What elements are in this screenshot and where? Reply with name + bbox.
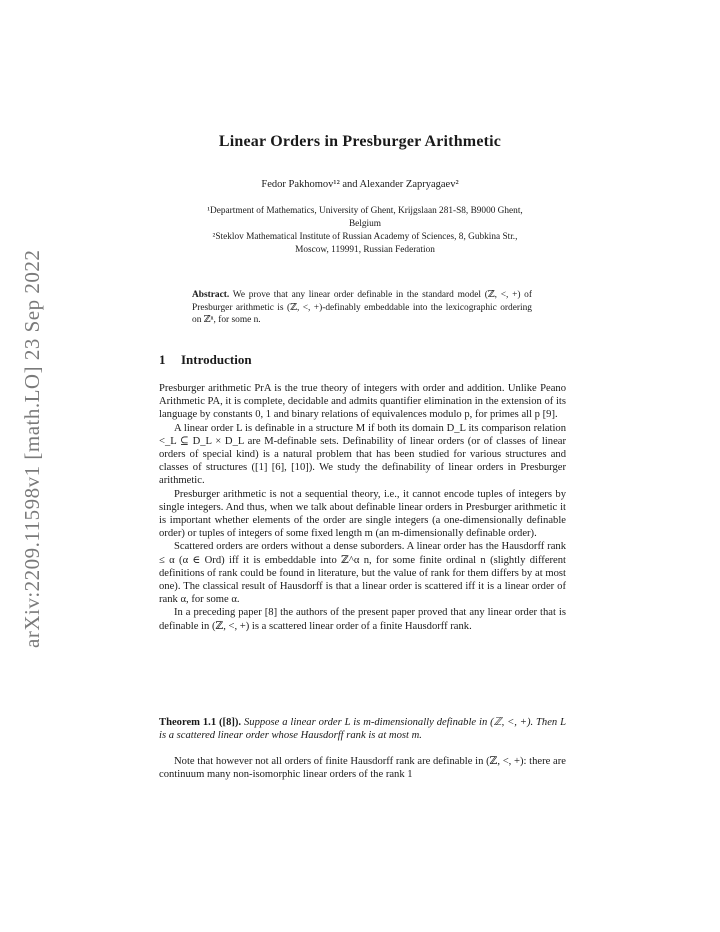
theorem-label: Theorem 1.1 ([8]).	[159, 717, 242, 728]
paragraph: Note that however not all orders of finite Hausdorff rank are definable in (ℤ, <, +): there are continuum many non-isomorphic linear orders of the rank 1	[159, 756, 566, 781]
paragraph: Presburger arithmetic PrA is the true theory of integers with order and addition. Unlike Peano Arithmetic PA, it is complete, decidable and admits quantifier elimination in the extension of its language by constants 0, 1 and binary relations of equivalences modulo p, for primes all p [9].	[159, 383, 566, 421]
section-number: 1	[159, 352, 166, 367]
paper-title: Linear Orders in Presburger Arithmetic	[218, 133, 502, 150]
affiliation-line-4: Moscow, 119991, Russian Federation	[295, 245, 435, 255]
arxiv-side-stamp: arXiv:2209.11598v1 [math.LO] 23 Sep 2022	[20, 249, 44, 648]
abstract-label: Abstract.	[192, 290, 230, 300]
affiliation-line-3: ²Steklov Mathematical Institute of Russian Academy of Sciences, 8, Gubkina Str.,	[212, 232, 518, 242]
theorem-text: Suppose a linear order L is m-dimensionally definable in (ℤ, <, +). Then L is a scattered linear order whose Hausdorff rank is at most m.	[159, 717, 567, 742]
paragraph: A linear order L is definable in a structure M if both its domain D_L its comparison relation <_L ⊆ D_L × D_L are M-definable sets. Definability of linear orders (or of classes of linear orders of special kind) is a natural problem that has been studied for various structures and classes of structures ([1] [6], [10]). We study the definability of linear orders in Presburger arithmetic.	[159, 422, 566, 487]
paragraph: Presburger arithmetic is not a sequential theory, i.e., it cannot encode tuples of integers by single integers. And thus, when we talk about definable linear orders in Presburger arithmetic it is important whether elements of the order are single integers (a one-dimensionally definable order) or tuples of integers of some fixed length m (an m-dimensionally definable order).	[159, 488, 566, 540]
section-heading	[159, 352, 252, 368]
paper-authors: Fedor Pakhomov¹² and Alexander Zapryagaev²	[261, 179, 459, 190]
paragraph: Scattered orders are orders without a dense suborders. A linear order has the Hausdorff rank ≤ α (α ∈ Ord) iff it is embeddable into ℤ^α n, for some finite ordinal n (slightly different definitions of rank could be found in literature, but the value of rank for them differs by at most one). The classical result of Hausdorff is that a linear order is scattered iff it is a linear order of rank α, for some α.	[159, 541, 566, 606]
affiliation-line-2: Belgium	[348, 219, 382, 229]
abstract-text: We prove that any linear order definable in the standard model (ℤ, <, +) of Presburger arithmetic is (ℤ, <, +)-definably embeddable into the lexicographic ordering on ℤⁿ, for some n.	[192, 290, 532, 326]
affiliation-line-1: ¹Department of Mathematics, University of Ghent, Krijgslaan 281-S8, B9000 Ghent,	[207, 206, 523, 216]
theorem-block	[159, 716, 566, 742]
closing-body	[159, 755, 566, 781]
abstract	[192, 289, 532, 327]
section-title: Introduction	[181, 352, 252, 367]
intro-body	[159, 382, 566, 633]
paragraph: In a preceding paper [8] the authors of the present paper proved that any linear order that is definable in (ℤ, <, +) is a scattered linear order of a finite Hausdorff rank.	[159, 607, 566, 632]
